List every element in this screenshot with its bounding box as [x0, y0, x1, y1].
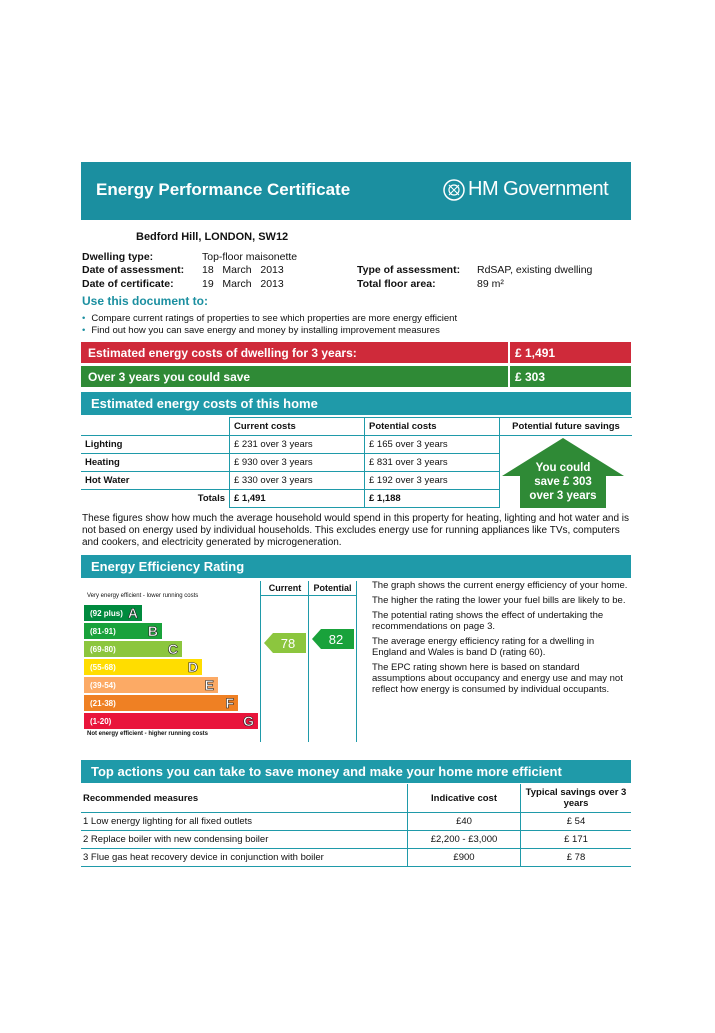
use-document-title: Use this document to:	[82, 294, 209, 308]
table-row	[81, 813, 631, 831]
date-assessment-value: 18 March 2013	[202, 264, 284, 276]
action-cost: £2,200 - £3,000	[408, 831, 521, 849]
band-range: (55-68)	[90, 663, 116, 672]
costs-row-label: Heating	[81, 454, 230, 472]
could-save-value: £ 303	[515, 370, 546, 384]
costs-header-row	[81, 418, 632, 436]
date-certificate-label: Date of certificate:	[82, 278, 174, 290]
savings-arrow-text: You could save £ 303 over 3 years	[529, 462, 597, 502]
potential-column-header: Potential	[313, 583, 352, 593]
use-bullet: • Compare current ratings of properties to see which properties are more energy efficient	[82, 313, 458, 324]
costs-cell: £ 231 over 3 years	[230, 436, 365, 454]
costs-section-header: Estimated energy costs of this home	[81, 392, 631, 415]
costs-row-label: Totals	[81, 490, 230, 508]
action-savings: £ 54	[521, 813, 632, 831]
costs-row-label: Lighting	[81, 436, 230, 454]
actions-header: Typical savings over 3 years	[521, 784, 632, 813]
band-range: (92 plus)	[90, 609, 123, 618]
floor-area-label: Total floor area:	[357, 278, 436, 290]
costs-header: Current costs	[230, 418, 365, 436]
band-letter: D	[187, 659, 198, 675]
actions-table	[81, 784, 631, 867]
band-letter: E	[204, 677, 214, 693]
hm-government-logo: HM Government	[468, 178, 609, 200]
potential-rating-value: 82	[328, 632, 344, 647]
floor-area-value: 89 m²	[477, 278, 504, 290]
dwelling-type-label: Dwelling type:	[82, 251, 154, 263]
action-savings: £ 171	[521, 831, 632, 849]
date-certificate-value: 19 March 2013	[202, 278, 284, 290]
date-assessment-label: Date of assessment:	[82, 264, 185, 276]
band-a	[84, 605, 142, 621]
dwelling-type-value: Top-floor maisonette	[202, 251, 298, 263]
efficiency-note: The potential rating shows the effect of undertaking the recommendations on page 3.	[372, 610, 604, 632]
costs-cell: £ 165 over 3 years	[365, 436, 500, 454]
type-assessment-value: RdSAP, existing dwelling	[477, 264, 593, 276]
costs-cell: £ 330 over 3 years	[230, 472, 365, 490]
band-f	[84, 695, 238, 711]
costs-cell: £ 1,188	[365, 490, 500, 508]
estimated-cost-label: Estimated energy costs of dwelling for 3 years:	[88, 346, 357, 360]
current-rating-arrow	[264, 633, 306, 653]
band-b	[84, 623, 162, 639]
action-savings: £ 78	[521, 849, 632, 867]
bottom-note: Not energy efficient - higher running costs	[87, 731, 209, 737]
action-measure: 1 Low energy lighting for all fixed outlets	[81, 813, 408, 831]
potential-rating-arrow	[312, 629, 354, 649]
table-row	[81, 831, 631, 849]
efficiency-note: The EPC rating shown here is based on standard assumptions about occupancy and energy use and may not reflect how energy is consumed by individual occupants.	[372, 662, 623, 695]
table-row	[81, 849, 631, 867]
band-range: (1-20)	[90, 717, 112, 726]
costs-cell: £ 1,491	[230, 490, 365, 508]
band-e	[84, 677, 218, 693]
current-column-header: Current	[268, 583, 302, 593]
costs-header: Potential costs	[365, 418, 500, 436]
band-range: (69-80)	[90, 645, 116, 654]
estimated-cost-value: £ 1,491	[515, 346, 556, 360]
band-letter: A	[127, 605, 138, 621]
actions-header: Indicative cost	[408, 784, 521, 813]
use-bullet: • Find out how you can save energy and money by installing improvement measures	[82, 325, 440, 336]
action-cost: £40	[408, 813, 521, 831]
band-letter: B	[147, 623, 158, 639]
band-g	[84, 713, 258, 729]
action-measure: 2 Replace boiler with new condensing boiler	[81, 831, 408, 849]
costs-header: Potential future savings	[500, 418, 633, 436]
band-letter: F	[225, 695, 234, 711]
band-letter: G	[243, 713, 254, 729]
band-range: (21-38)	[90, 699, 116, 708]
efficiency-notes	[372, 580, 630, 699]
certificate-title: Energy Performance Certificate	[96, 180, 351, 199]
action-measure: 3 Flue gas heat recovery device in conjunction with boiler	[81, 849, 408, 867]
costs-cell: £ 831 over 3 years	[365, 454, 500, 472]
band-range: (39-54)	[90, 681, 116, 690]
type-assessment-label: Type of assessment:	[357, 264, 461, 276]
property-address: Bedford Hill, LONDON, SW12	[136, 231, 289, 243]
estimated-cost-bar	[81, 342, 631, 363]
band-letter: C	[167, 641, 178, 657]
costs-explanation: These figures show how much the average household would spend in this property for heating, lighting and hot water and is not based on energy used by individual households. This excludes energy use for running appliances like TVs, computers and cookers, and electricity generated by microgeneration.	[82, 513, 630, 548]
top-note: Very energy efficient - lower running costs	[87, 593, 199, 599]
actions-section-header: Top actions you can take to save money and make your home more efficient	[81, 760, 631, 783]
band-range: (81-91)	[90, 627, 116, 636]
royal-crest-icon	[443, 179, 465, 201]
costs-cell: £ 930 over 3 years	[230, 454, 365, 472]
efficiency-chart	[81, 581, 356, 742]
actions-header-row	[81, 784, 631, 813]
costs-row-label: Hot Water	[81, 472, 230, 490]
current-rating-value: 78	[280, 636, 296, 651]
band-c	[84, 641, 182, 657]
actions-header: Recommended measures	[81, 784, 408, 813]
band-d	[84, 659, 202, 675]
could-save-label: Over 3 years you could save	[88, 370, 251, 384]
efficiency-section-header: Energy Efficiency Rating	[81, 555, 631, 578]
efficiency-note: The higher the rating the lower your fuel bills are likely to be.	[372, 595, 626, 606]
efficiency-note: The average energy efficiency rating for a dwelling in England and Wales is band D (rating 60).	[372, 636, 595, 658]
action-cost: £900	[408, 849, 521, 867]
could-save-bar	[81, 366, 631, 387]
costs-cell: £ 192 over 3 years	[365, 472, 500, 490]
efficiency-note: The graph shows the current energy efficiency of your home.	[372, 580, 628, 591]
